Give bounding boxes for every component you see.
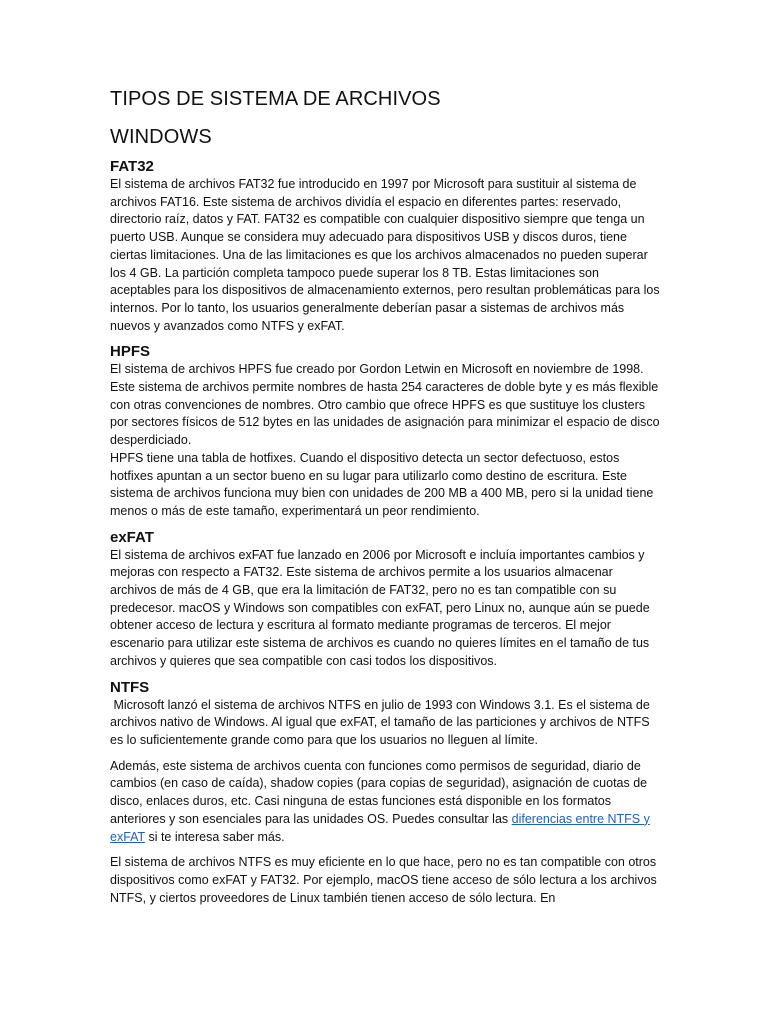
paragraph-text: Además, este sistema de archivos cuenta con funciones como permisos de seguridad, diario de cambios (en caso de caída), shadow copies (para copias de seguridad), asignación de cuotas de disco, enlaces duros, etc. Casi ninguna de estas funciones está disponible en los formatos anteriores y son esenciales para las unidades OS. Puedes consultar las xyxy=(110,758,648,826)
paragraph: HPFS tiene una tabla de hotfixes. Cuando el dispositivo detecta un sector defectuoso, estos hotfixes apuntan a un sector bueno en su lugar para utilizarlo como destino de escritura. Este sistema de archivos funciona muy bien con unidades de 200 MB a 400 MB, pero si la unidad tiene menos o más de este tamaño, experimentará un peor rendimiento. xyxy=(110,450,654,518)
section-heading: NTFS xyxy=(110,678,150,696)
section-exfat xyxy=(110,529,660,671)
section-heading: HPFS xyxy=(110,343,151,361)
paragraph: Microsoft lanzó el sistema de archivos NTFS en julio de 1993 con Windows 3.1. Es el sistema de archivos nativo de Windows. Al igual que exFAT, el tamaño de las particiones y archivos de NTFS es lo suficientemente grande como para que los usuarios no lleguen al límite. xyxy=(110,697,654,747)
paragraph: El sistema de archivos FAT32 fue introducido en 1997 por Microsoft para sustituir al sistema de archivos FAT16. Este sistema de archivos dividía el espacio en diferentes partes: reservado, directorio raíz, datos y FAT. FAT32 es compatible con cualquier dispositivo siempre que tenga un puerto USB. Aunque se considera muy adecuado para dispositivos USB y discos duros, tiene ciertas limitaciones. Una de las limitaciones es que los archivos almacenados no pueden superar los 4 GB. La partición completa tampoco puede superar los 8 TB. Estas limitaciones son aceptables para los dispositivos de almacenamiento externos, pero resultan problemáticas para los internos. Por lo tanto, los usuarios generalmente deberían pasar a sistemas de archivos más nuevos y avanzados como NTFS y exFAT. xyxy=(110,177,660,333)
document-title: TIPOS DE SISTEMA DE ARCHIVOS xyxy=(110,88,441,110)
section-heading: FAT32 xyxy=(110,158,154,175)
document-page xyxy=(110,84,660,915)
document-subtitle: WINDOWS xyxy=(110,126,212,148)
paragraph: El sistema de archivos HPFS fue creado por Gordon Letwin en Microsoft en noviembre de 1998. Este sistema de archivos permite nombres de hasta 254 caracteres de doble byte y es más flexible con otras convenciones de nombres. Otro cambio que ofrece HPFS es que sustituye los clusters por sectores físicos de 512 bytes en las unidades de asignación para minimizar el espacio de disco desperdiciado. xyxy=(110,362,660,448)
section-ntfs xyxy=(110,679,660,908)
ntfs-exfat-differences-link[interactable]: diferencias entre NTFS y exFAT xyxy=(110,811,650,844)
paragraph-text: si te interesa saber más. xyxy=(144,829,285,844)
paragraph: El sistema de archivos NTFS es muy eficiente en lo que hace, pero no es tan compatible con otros dispositivos como exFAT y FAT32. Por ejemplo, macOS tiene acceso de sólo lectura a los archivos NTFS, y ciertos proveedores de Linux también tienen acceso de sólo lectura. En xyxy=(110,855,657,905)
section-fat32 xyxy=(110,158,660,335)
section-hpfs xyxy=(110,343,660,520)
section-heading: exFAT xyxy=(110,528,154,546)
paragraph-with-link xyxy=(110,758,660,847)
paragraph: El sistema de archivos exFAT fue lanzado en 2006 por Microsoft e incluía importantes cambios y mejoras con respecto a FAT32. Este sistema de archivos permite a los usuarios almacenar archivos de más de 4 GB, que era la limitación de FAT32, pero no es tan compatible con su predecesor. macOS y Windows son compatibles con exFAT, pero Linux no, aunque aún se puede obtener acceso de lectura y escritura al formato mediante programas de terceros. El mejor escenario para utilizar este sistema de archivos es cuando no quieres límites en el tamaño de tus archivos y quieres que sea compatible con casi todos los dispositivos. xyxy=(110,547,650,668)
